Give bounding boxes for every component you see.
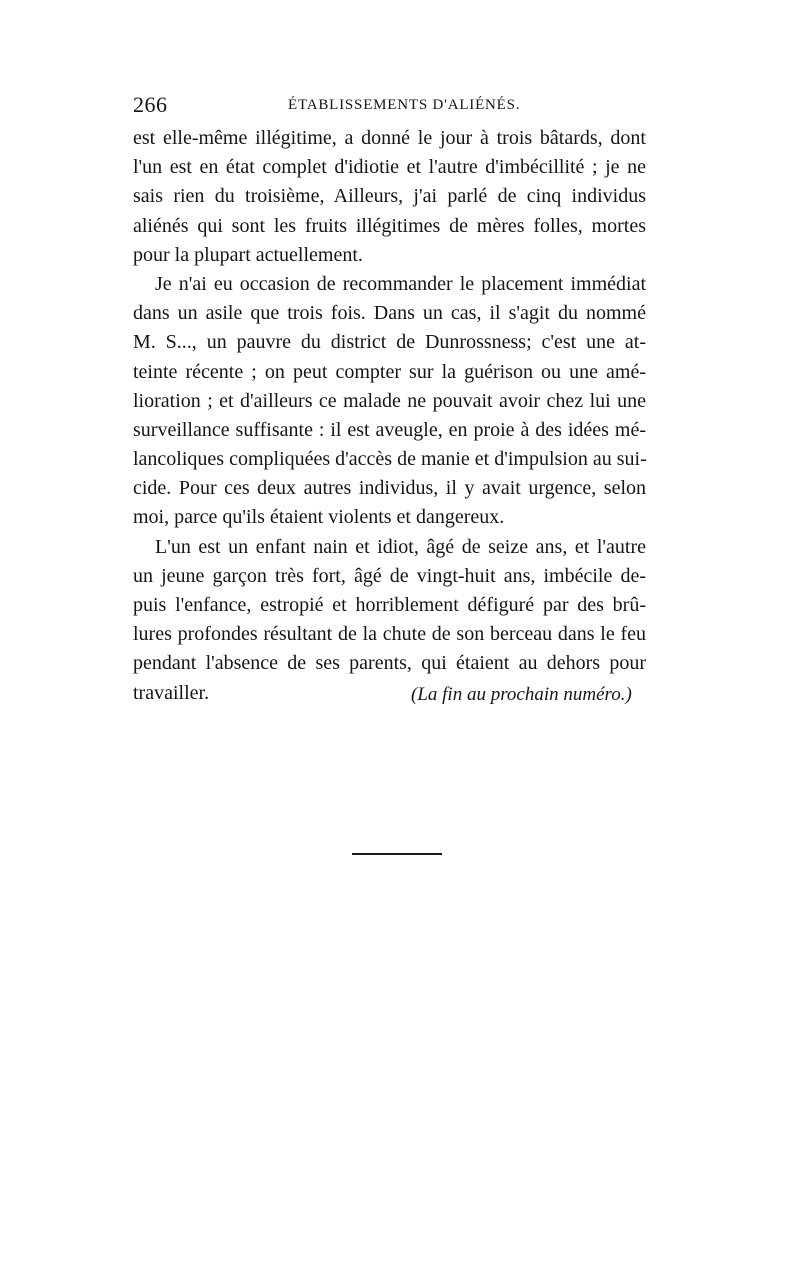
text-line: puis l'enfance, estropié et horriblement défiguré par des brû-	[133, 594, 646, 616]
text-line: Je n'ai eu occasion de recommander le placement immédiat	[155, 272, 646, 295]
text-line: M. S..., un pauvre du district de Dunrossness; c'est une at-	[133, 331, 646, 354]
text-line: L'un est un enfant nain et idiot, âgé de seize ans, et l'autre	[155, 535, 646, 558]
text-line: pour la plupart actuellement.	[133, 243, 363, 266]
text-line: surveillance suffisante : il est aveugle, en proie à des idées mé-	[133, 418, 646, 441]
text-line: pendant l'absence de ses parents, qui étaient au dehors pour	[133, 652, 646, 675]
closing-note: (La fin au prochain numéro.)	[411, 684, 632, 705]
section-rule	[352, 853, 442, 855]
text-line: teinte récente ; on peut compter sur la guérison ou une amé-	[133, 360, 646, 383]
text-line: aliénés qui sont les fruits illégitimes de mères folles, mortes	[133, 214, 646, 237]
text-line: cide. Pour ces deux autres individus, il y avait urgence, selon	[133, 477, 646, 500]
page-header	[133, 92, 646, 122]
text-line: sais rien du troisième, Ailleurs, j'ai parlé de cinq individus	[133, 185, 646, 208]
text-line: moi, parce qu'ils étaient violents et dangereux.	[133, 506, 505, 529]
text-line: un jeune garçon très fort, âgé de vingt-huit ans, imbécile de-	[133, 564, 646, 587]
text-line: lancoliques compliquées d'accès de manie et d'impulsion au sui-	[133, 448, 647, 471]
text-line: dans un asile que trois fois. Dans un cas, il s'agit du nommé	[133, 302, 646, 325]
text-line: travailler.	[133, 681, 210, 704]
text-line: l'un est en état complet d'idiotie et l'autre d'imbécillité ; je ne	[133, 156, 646, 179]
running-title: ÉTABLISSEMENTS D'ALIÉNÉS.	[288, 97, 521, 113]
text-line: est elle-même illégitime, a donné le jour à trois bâtards, dont	[133, 127, 646, 149]
text-line: lures profondes résultant de la chute de son berceau dans le feu	[133, 623, 646, 646]
text-line: lioration ; et d'ailleurs ce malade ne pouvait avoir chez lui une	[133, 389, 646, 412]
body-text	[133, 124, 646, 708]
page-number: 266	[133, 92, 168, 117]
